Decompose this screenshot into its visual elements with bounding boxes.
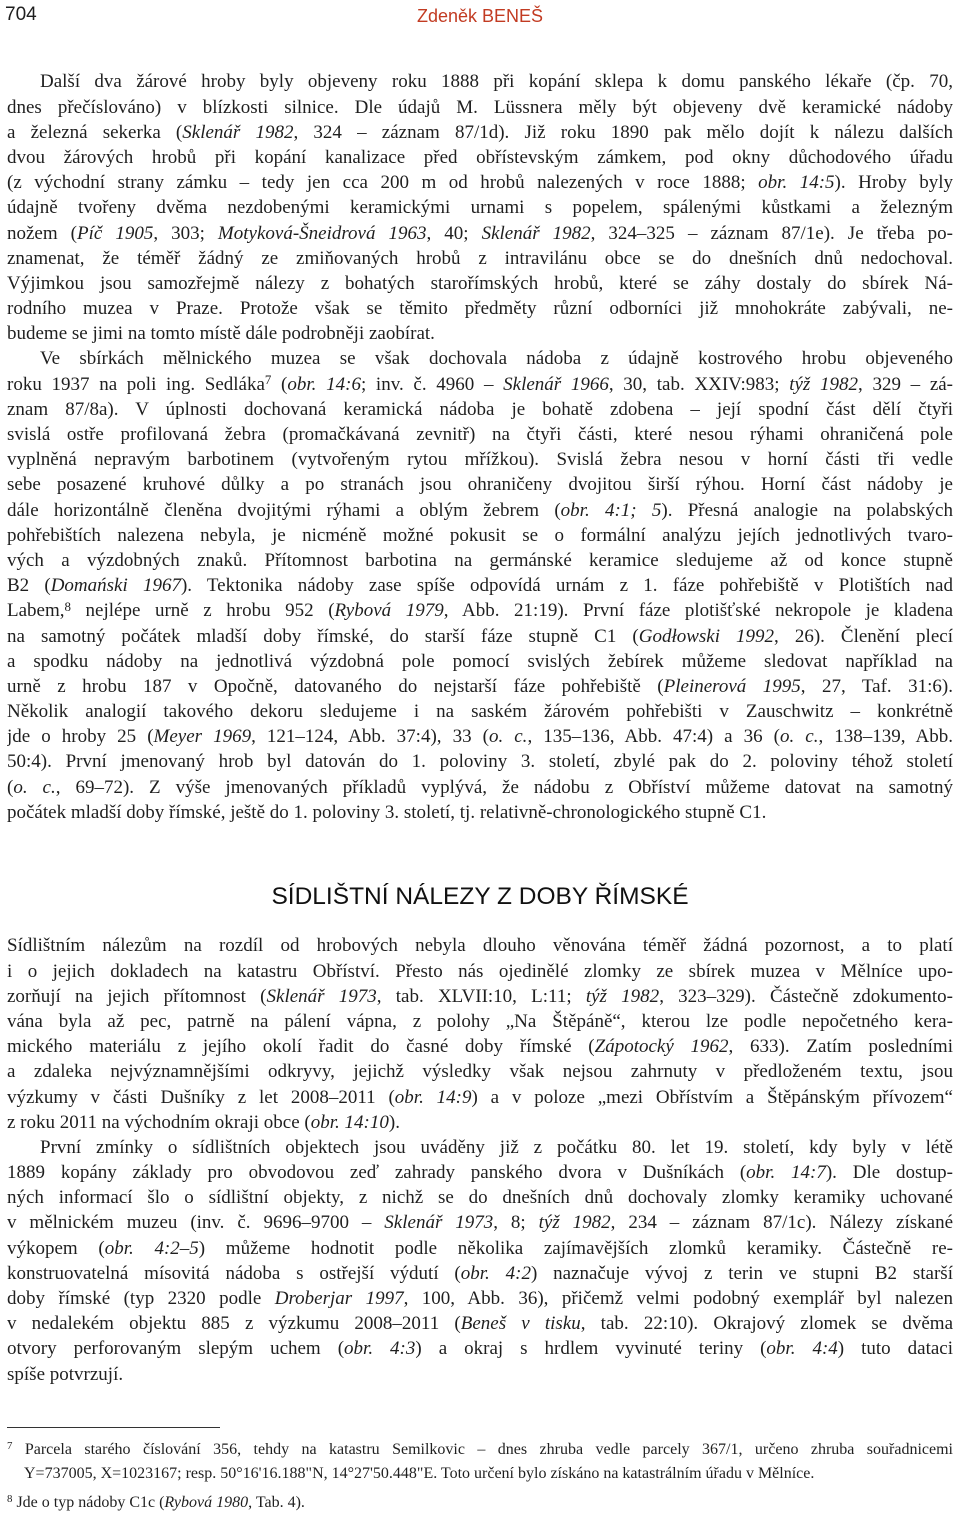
text-run: dvou žárových hrobů při kopání kanalizace před obřístevským zámkem, pod okny důchodového úřadu [7,146,953,168]
citation-text: Droberjar 1997 [274,1288,404,1310]
text-run: ; inv. č. 4960 – [360,373,504,395]
text-line [7,1009,953,1034]
text-line [7,69,953,94]
text-run: , 135–136, Abb. 47:4) a 36 ( [527,726,780,748]
text-run: roku 1937 na poli ing. Sedláka [7,373,265,395]
text-run: vyplněná nepravým barbotinem (vytvořeným rytou mřížkou). Svislá žebra nesou v horní části tři vedle [7,449,953,471]
text-run: , Tab. 4). [248,1494,305,1511]
text-line [7,170,953,195]
text-line [7,959,953,984]
text-line [7,221,953,246]
section-heading: SÍDLIŠTNÍ NÁLEZY Z DOBY ŘÍMSKÉ [271,883,689,910]
text-run: mického materiálu z jejího okolí řadit do časné doby římské ( [7,1036,595,1058]
text-run: rodního muzea v Praze. Protože však se těmito předměty různí odborníci již mnohokráte zabývali, ne- [7,298,953,320]
text-run: , Abb. 21:19). První fáze plotišťské nekropole je kladena [443,600,953,622]
text-line [7,1236,953,1261]
citation-text: Rybová 1979 [334,600,444,622]
text-line [7,775,953,800]
text-line [7,1286,953,1311]
text-line [7,321,953,346]
citation-text: o. c. [780,726,819,748]
citation-text: týž 1982 [538,1212,611,1234]
text-line [7,296,953,321]
citation-text: o. c. [488,726,528,748]
main-text-lower [7,933,953,1386]
text-run: i o jejich dokladech na katastru Obříství. Přesto nás ojedinělé zlomky ze sbírek muzea v Mělníce upo- [7,960,953,982]
text-run: v mělnickém muzeu (inv. č. 9696–9700 – [7,1212,385,1234]
running-header-author: Zdeněk BENEŠ [416,6,544,26]
text-run: , 323–329). Částečně zdokumento- [659,985,953,1007]
text-run: dnes přečíslováno) v blízkosti silnice. Dle údajů M. Lüssnera měly být objeveny dvě keramické nádoby [7,96,953,118]
text-run: Labem, [7,600,65,622]
text-run: , 138–139, Abb. [818,726,953,748]
footnote-separator [7,1427,220,1428]
citation-text: obr. 4:2–5 [104,1237,199,1259]
text-run: Další dva žárové hroby byly objeveny roku 1888 při kopání sklepa k domu panského lékaře (čp. 70, [40,71,953,93]
page-number: 704 [5,4,37,25]
text-line [7,1438,953,1462]
citation-text: Zápotocký 1962 [594,1036,729,1058]
text-run: otvory perforovaným slepým uchem ( [7,1338,345,1360]
text-line [7,984,953,1009]
citation-text: obr. 14:10 [310,1111,389,1133]
text-line [7,1034,953,1059]
text-line [7,548,953,573]
text-run: na samotný počátek mladší doby římské, do starší fáze stupně C1 ( [7,625,639,647]
text-line [7,195,953,220]
text-run: ných informací šlo o sídlištní objekty, z nichž se do dnešních dnů dochovaly zlomky keramiky uchované [7,1187,953,1209]
text-line [7,933,953,958]
text-run: dále horizontálně členěna dvojitými rýhami a oblým žebrem ( [7,499,561,521]
text-run: a spodku nádoby na jednotlivá výzdobná pole pomocí svislých žebírek můžeme sledovat například na [7,650,953,672]
text-line [7,1261,953,1286]
text-run: Jde o typ nádoby C1c ( [12,1494,165,1511]
text-run: , tab. XLVII:10, L:11; [376,985,586,1007]
text-run: , 100, Abb. 36), přičemž velmi podobný exemplář byl nalezen [403,1288,953,1310]
citation-text: obr. 4:4 [766,1338,838,1360]
text-line [7,1085,953,1110]
text-run: svislá ostře profilovaná žebra (promačkávaná zevnitř) na čtyři části, které nesou rýhami ohraničená pole [7,424,953,446]
text-run: ) naznačuje vývoj z terin ve stupni B2 starší [530,1262,953,1284]
citation-text: Píč 1905 [77,222,154,244]
text-run: a železná sekerka ( [7,121,183,143]
citation-text: obr. 4:1; 5 [560,499,662,521]
text-line [7,145,953,170]
text-run: budeme se jimi na tomto místě dále podrobněji zaobírat. [7,323,435,345]
footnote-marker: 8 [64,598,71,614]
text-line [7,724,953,749]
text-line [7,1311,953,1336]
text-line [7,372,953,397]
text-run: z roku 2011 na východním okraji obce ( [7,1111,311,1133]
text-run: , 26). Členění plecí [774,625,953,647]
citation-text: týž 1982 [789,373,859,395]
citation-text: Pleinerová 1995 [663,675,801,697]
text-run: , 329 – zá- [858,373,953,395]
main-text-upper [7,69,953,825]
citation-text: Beneš v tisku [460,1313,581,1335]
text-line [7,422,953,447]
text-run: urně z hrobu 187 v Opočně, datovaného do nejstarší fáze pohřebiště ( [7,675,664,697]
footnote-8 [7,1491,953,1515]
text-line [7,1160,953,1185]
text-line [7,1135,953,1160]
text-line [7,447,953,472]
citation-text: Meyer 1969 [153,726,252,748]
text-line [7,346,953,371]
text-run: , 234 – záznam 87/1c). Nálezy získané [610,1212,953,1234]
text-run: Několik analogií takového dekoru sledujeme i na saském žárovém pohřebišti v Zauschwitz – konkrétně [7,701,953,723]
text-run: Výjimkou jsou samozřejmě nálezy z bohatých starořímských hrobů, které se záhy dostaly do sbírek Ná- [7,272,953,294]
paragraph-4 [7,1135,953,1387]
text-run: počátek mladší doby římské, ještě do 1. poloviny 3. století, tj. relativně-chronologického stupně C1. [7,801,767,823]
text-run: , 324 – záznam 87/1d). Již roku 1890 pak mělo dojít k nálezu dalších [293,121,953,143]
citation-text: obr. 14:7 [746,1162,826,1184]
text-run: ) můžeme hodnotit podle několika zajímavějších zlomků keramiky. Částečně re- [198,1237,953,1259]
citation-text: Domański 1967 [50,575,181,597]
text-run: 50:4). První jmenovaný hrob byl datován do 1. poloviny 3. století, zbylé pak do 2. poloviny téhož století [7,751,953,773]
text-run: výkopem ( [7,1237,105,1259]
text-run: doby římské (typ 2320 podle [7,1288,275,1310]
text-run: , 30, tab. XXIV:983; [608,373,790,395]
text-line [7,472,953,497]
text-run: ( [7,776,14,798]
text-line [7,1185,953,1210]
text-line [7,624,953,649]
text-line [7,674,953,699]
text-line [7,699,953,724]
text-run: spíše potvrzují. [7,1363,124,1385]
citation-text: Sklenář 1966 [503,373,609,395]
text-run: První zmínky o sídlištních objektech jsou uváděny již z počátku 80. let 19. století, kdy byly v létě [40,1136,953,1158]
text-run: vých a výzdobných znaků. Přítomnost barbotina na germánské keramice sledujeme až od konce stupně [7,549,953,571]
text-line [7,397,953,422]
text-run: Sídlištním nálezům na rozdíl od hrobových nebyla dlouho věnována téměř žádná pozornost, a to platí [7,935,953,957]
citation-text: Godłowski 1992 [638,625,775,647]
text-run: , tab. 22:10). Okrajový zlomek se dvěma [580,1313,953,1335]
text-run: a zdaleka nejvýznamnějšími odkryvy, jejichž výsledky však nejsou zahrnuty v předloženém textu, jsou [7,1061,953,1083]
text-run: nožem ( [7,222,77,244]
text-run: , 8; [493,1212,539,1234]
text-run: jde o hroby 25 ( [7,726,154,748]
text-line [7,1491,953,1515]
text-run: , 121–124, Abb. 37:4), 33 ( [251,726,489,748]
text-run: pohřebištích nalezena nebyla, je nicméně možné pokusit se o formální analýzu jejích jednotlivých tvaro- [7,524,953,546]
text-run: ). Dle dostup- [825,1162,953,1184]
text-line [7,523,953,548]
text-line [7,649,953,674]
citation-text: obr. 4:2 [460,1262,531,1284]
text-line [7,1210,953,1235]
paragraph-1 [7,69,953,346]
text-line [7,1336,953,1361]
text-run: , 633). Zatím posledními [728,1036,953,1058]
text-run: 1889 kopány základy pro obvodovou zeď zahrady panského dvora v Dušníkách ( [7,1162,747,1184]
text-run: Ve sbírkách mělnického muzea se však dochovala nádoba z údajně kostrového hrobu objeveného [40,348,953,370]
citation-text: Sklenář 1973 [266,985,377,1007]
text-line [7,498,953,523]
citation-text: Sklenář 1973 [384,1212,494,1234]
text-run: B2 ( [7,575,51,597]
citation-text: obr. 14:9 [394,1086,472,1108]
text-run: , 69–72). Z výše jmenovaných příkladů vyplývá, že nádobu z Obříství můžeme datovat na samotný [55,776,953,798]
paragraph-2 [7,346,953,825]
text-line [7,573,953,598]
text-run: , 324–325 – záznam 87/1e). Je třeba po- [590,222,953,244]
paragraph-3 [7,933,953,1135]
citation-text: Sklenář 1982 [481,222,591,244]
text-run: ). [388,1111,400,1133]
text-run: Parcela starého číslování 356, tehdy na katastru Semilkovic – dnes zhruba vedle parcely 367/1, určeno zhruba souřadnicemi [12,1441,953,1458]
citation-text: Rybová 1980 [164,1494,249,1511]
text-run: (z východní strany zámku – tedy jen cca 200 m od hrobů nalezených v roce 1888; [7,172,759,194]
text-run: konstruovatelná mísovitá nádoba s ostřejší výdutí ( [7,1262,461,1284]
text-run: ). Přesná analogie na polabských [661,499,953,521]
text-run: zorňují na jejich přítomnost ( [7,985,267,1007]
citation-text: obr. 14:6 [287,373,361,395]
text-run: ) a okraj s hrdlem vyvinuté teriny ( [415,1338,767,1360]
text-line [7,598,953,623]
text-run: údajně tvořeny dvěma nezdobenými keramickými urnami s popelem, spálenými kůstkami a železným [7,197,953,219]
text-run: Y=737005, X=1023167; resp. 50°16'16.188"N, 14°27'50.448"E. Toto určení bylo získáno na katastrálním úřadu v Mělníce. [24,1465,815,1482]
text-run: ). Hroby byly [834,172,953,194]
text-run: ) tuto dataci [837,1338,953,1360]
text-run: v nedalekém objektu 885 z výzkumu 2008–2011 ( [7,1313,461,1335]
text-run: ) a v poloze „mezi Obřístvím a Štěpánským přívozem“ [471,1086,953,1108]
text-line [7,1110,953,1135]
text-line [7,1059,953,1084]
citation-text: obr. 14:5 [758,172,835,194]
footnote-marker: 7 [264,371,272,387]
citation-text: o. c. [13,776,56,798]
text-run: vána byla až pec, patrně na pálení vápna, z polohy „Na Štěpáně“, kterou lze podle nepočetného kera- [7,1010,953,1032]
text-run: ). Tektonika nádoby zase spíše odpovídá urnám z 1. fáze pohřebiště v Plotištích nad [180,575,953,597]
text-run: znam 87/8a). V úplnosti dochovaná keramická nádoba je bohatě zdobena – její spodní část dělí čtyři [7,398,953,420]
text-run: znamenat, že téměř žádný ze zmiňovaných hrobů z intravilánu obce se do dnešních dnů nedochoval. [7,247,953,269]
text-line [7,749,953,774]
text-line [7,1362,953,1387]
citation-text: Motyková-Šneidrová 1963 [217,222,427,244]
text-line [7,120,953,145]
footnote-marker: 7 [7,1440,13,1453]
text-run: , 27, Taf. 31:6). [800,675,953,697]
citation-text: týž 1982 [585,985,660,1007]
citation-text: obr. 4:3 [344,1338,416,1360]
text-line [7,95,953,120]
text-run: ( [271,373,288,395]
text-run: výzkumy v části Dušníky z let 2008–2011 ( [7,1086,395,1108]
text-line [7,1462,953,1486]
text-line [7,271,953,296]
text-run: , 40; [426,222,482,244]
footnote-7 [7,1438,953,1486]
footnote-marker: 8 [7,1493,13,1506]
citation-text: Sklenář 1982 [182,121,294,143]
text-run: nejlépe urně z hrobu 952 ( [70,600,335,622]
text-line [7,246,953,271]
text-line [7,800,953,825]
text-run: , 303; [153,222,218,244]
text-run: sebe posazené kruhové důlky a po stranách jsou ohraničeny dvojitou širší rýhou. Horní část nádoby je [7,474,953,496]
